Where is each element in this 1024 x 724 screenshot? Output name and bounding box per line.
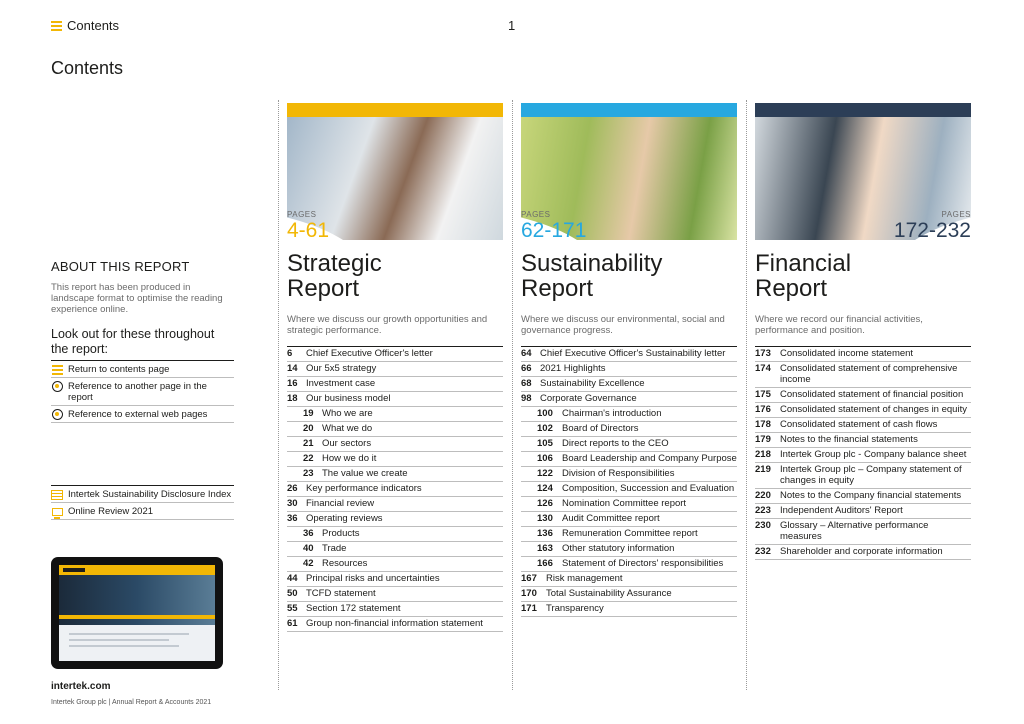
financial-report-column: PAGES 172-232 Financial Report Where we record our financial activities, performance and position. 173 Consolidated income statement 174 Consolidated statement of comprehensive income 175 Consolidated statement of financial position 176 Consolidated statement of changes in equity 178 Consolidated statement of cash flows 179 Notes to the financial statements 218 Intertek Group plc - Company balance sheet 219 Intertek Group plc – Company statement of changes in equity 220 Notes to the Company financial statements 223 Independent Auditors' Report 230 Glossary – Alternative performance measures 232 Shareholder and corporate information: [755, 103, 971, 240]
toc-page-number: 18: [287, 393, 298, 404]
toc-label: Division of Responsibilities: [562, 468, 675, 479]
toc-item[interactable]: [755, 545, 971, 560]
toc-item[interactable]: [287, 422, 503, 437]
toc-item[interactable]: [287, 617, 503, 632]
toc-page-number: 167: [521, 573, 537, 584]
toc-label: Section 172 statement: [306, 603, 401, 614]
toc-label: Direct reports to the CEO: [562, 438, 669, 449]
toc-page-number: 16: [287, 378, 298, 389]
toc-item[interactable]: [521, 452, 737, 467]
toc-label: Notes to the Company financial statements: [780, 490, 962, 501]
section-description: Where we discuss our environmental, social and governance progress.: [521, 314, 725, 336]
toc-page-number: 179: [755, 434, 771, 445]
menu-icon: [51, 21, 62, 31]
toc-item[interactable]: [287, 542, 503, 557]
toc-page-number: 20: [303, 423, 314, 434]
toc-item[interactable]: [521, 377, 737, 392]
toc-item[interactable]: [287, 362, 503, 377]
toc-page-number: 19: [303, 408, 314, 419]
toc-label: Sustainability Excellence: [540, 378, 645, 389]
lookout-heading: Look out for these throughout the report:: [51, 327, 215, 356]
toc-item[interactable]: [521, 572, 737, 587]
toc-label: Chief Executive Officer's Sustainability letter: [540, 348, 726, 359]
toc-label: Notes to the financial statements: [780, 434, 918, 445]
toc-item[interactable]: [521, 542, 737, 557]
toc-item[interactable]: [287, 527, 503, 542]
toc-label: Trade: [322, 543, 347, 554]
online-review-icon: [52, 508, 63, 516]
toc-item[interactable]: [755, 433, 971, 448]
toc-label: Operating reviews: [306, 513, 383, 524]
section-title[interactable]: Sustainability Report: [521, 250, 663, 302]
sustainability-index-link[interactable]: Intertek Sustainability Disclosure Index: [51, 485, 234, 503]
toc-label: Board of Directors: [562, 423, 639, 434]
toc-item[interactable]: [755, 463, 971, 489]
toc-page-number: 30: [287, 498, 298, 509]
page-title: Contents: [51, 58, 124, 78]
page-range[interactable]: 4-61: [287, 219, 330, 242]
toc-label: Our 5x5 strategy: [306, 363, 377, 374]
toc-page-number: 68: [521, 378, 532, 389]
toc-label: Audit Committee report: [562, 513, 660, 524]
toc-page-number: 230: [755, 520, 771, 531]
toc-page-number: 40: [303, 543, 314, 554]
toc-item[interactable]: [755, 489, 971, 504]
legend-item: Reference to another page in the report: [51, 378, 234, 406]
toc-item[interactable]: [755, 362, 971, 388]
toc-page-number: 126: [537, 498, 553, 509]
toc-item[interactable]: [755, 347, 971, 362]
about-panel: [51, 259, 234, 520]
toc-label: Independent Auditors' Report: [780, 505, 903, 516]
toc-item[interactable]: [521, 347, 737, 362]
website-link[interactable]: intertek.com: [51, 681, 111, 692]
toc-item[interactable]: [521, 362, 737, 377]
toc-page-number: 61: [287, 618, 298, 629]
toc-item[interactable]: [521, 392, 737, 407]
toc-item[interactable]: [287, 557, 503, 572]
toc-page-number: 175: [755, 389, 771, 400]
toc-item[interactable]: [521, 437, 737, 452]
toc-item[interactable]: [755, 388, 971, 403]
toc-label: Financial review: [306, 498, 375, 509]
toc-label: Composition, Succession and Evaluation: [562, 483, 735, 494]
toc-label: Principal risks and uncertainties: [306, 573, 440, 584]
toc-item[interactable]: [287, 572, 503, 587]
strategic-report-column: PAGES 4-61 Strategic Report Where we discuss our growth opportunities and strategic performance. 6 Chief Executive Officer's letter 14 Our 5x5 strategy 16 Investment case 18 Our business model 19 Who we are 20 What we do 21 Our sectors 22 How we do it 23 The value we create 26 Key performance indicators 30 Financial review 36 Operating reviews 36 Products 40 Trade 42 Resources 44 Principal risks and uncertainties 50 TCFD statement 55 Section 172 statement 61 Group non-financial information statement: [287, 103, 503, 240]
contents-link-label: Contents: [67, 18, 120, 33]
menu-icon: [52, 365, 63, 375]
toc-page-number: 100: [537, 408, 553, 419]
toc-page-number: 122: [537, 468, 553, 479]
toc-label: Resources: [322, 558, 368, 569]
toc-item[interactable]: [521, 407, 737, 422]
toc-page-number: 64: [521, 348, 532, 359]
about-text: This report has been produced in landscape format to optimise the reading experience online.: [51, 282, 223, 315]
column-divider: [278, 100, 279, 690]
toc-item[interactable]: [287, 587, 503, 602]
toc-item[interactable]: [521, 527, 737, 542]
toc-item[interactable]: [755, 519, 971, 545]
toc-label: Total Sustainability Assurance: [546, 588, 672, 599]
footer-note: Intertek Group plc | Annual Report & Accounts 2021: [51, 699, 212, 706]
toc-label: Our business model: [306, 393, 391, 404]
toc-item[interactable]: [287, 497, 503, 512]
toc-page-number: 219: [755, 464, 771, 475]
toc-page-number: 23: [303, 468, 314, 479]
toc-page-number: 50: [287, 588, 298, 599]
toc-page-number: 36: [287, 513, 298, 524]
toc-page-number: 173: [755, 348, 771, 359]
toc-item[interactable]: [521, 512, 737, 527]
toc-label: Transparency: [546, 603, 604, 614]
toc-page-number: 176: [755, 404, 771, 415]
toc-page-number: 218: [755, 449, 771, 460]
toc-page-number: 232: [755, 546, 771, 557]
toc-page-number: 170: [521, 588, 537, 599]
toc-page-number: 36: [303, 528, 314, 539]
online-review-link[interactable]: Online Review 2021: [51, 503, 234, 520]
page-range[interactable]: 62-171: [521, 219, 587, 242]
toc-page-number: 174: [755, 363, 771, 374]
section-description: Where we discuss our growth opportunities and strategic performance.: [287, 314, 488, 336]
section-title[interactable]: Strategic Report: [287, 250, 382, 302]
toc-item[interactable]: [521, 602, 737, 617]
toc-page-number: 163: [537, 543, 553, 554]
toc-item[interactable]: [287, 452, 503, 467]
toc-page-number: 6: [287, 348, 293, 359]
toc-list: [521, 346, 737, 617]
toc-page-number: 98: [521, 393, 532, 404]
toc-label: Statement of Directors' responsibilities: [562, 558, 724, 569]
toc-item[interactable]: [287, 392, 503, 407]
column-divider: [512, 100, 513, 690]
toc-label: Shareholder and corporate information: [780, 546, 943, 557]
toc-page-number: 22: [303, 453, 314, 464]
page-number: 1: [508, 18, 516, 33]
toc-label: Chairman's introduction: [562, 408, 662, 419]
toc-page-number: 42: [303, 558, 314, 569]
toc-item[interactable]: [755, 403, 971, 418]
toc-item[interactable]: [287, 482, 503, 497]
toc-label: Consolidated statement of changes in equity: [780, 404, 967, 415]
toc-list: [755, 346, 971, 560]
toc-page-number: 220: [755, 490, 771, 501]
toc-label: Consolidated statement of financial position: [780, 389, 964, 400]
legend-item: Reference to external web pages: [51, 406, 234, 423]
toc-page-number: 105: [537, 438, 553, 449]
legend-list: [51, 360, 234, 423]
toc-item[interactable]: [521, 467, 737, 482]
toc-item[interactable]: [287, 437, 503, 452]
toc-item[interactable]: [521, 557, 737, 572]
section-title[interactable]: Financial Report: [755, 250, 852, 302]
toc-item[interactable]: [287, 407, 503, 422]
toc-item[interactable]: [287, 347, 503, 362]
online-review-tablet-image[interactable]: [51, 557, 223, 669]
toc-page-number: 66: [521, 363, 532, 374]
toc-page-number: 178: [755, 419, 771, 430]
extra-links: [51, 485, 234, 520]
toc-item[interactable]: [521, 482, 737, 497]
toc-label: Risk management: [546, 573, 623, 584]
toc-label: Key performance indicators: [306, 483, 422, 494]
toc-label: The value we create: [322, 468, 408, 479]
sustainability-report-column: PAGES 62-171 Sustainability Report Where we discuss our environmental, social and governance progress. 64 Chief Executive Officer's Sustainability letter 66 2021 Highlights 68 Sustainability Excellence 98 Corporate Governance 100 Chairman's introduction 102 Board of Directors 105 Direct reports to the CEO 106 Board Leadership and Company Purpose 122 Division of Responsibilities 124 Composition, Succession and Evaluation 126 Nomination Committee report 130 Audit Committee report 136 Remuneration Committee report 163 Other statutory information 166 Statement of Directors' responsibilities 167 Risk management 170 Total Sustainability Assurance 171 Transparency: [521, 103, 737, 240]
toc-item[interactable]: [521, 497, 737, 512]
toc-list: [287, 346, 503, 632]
toc-page-number: 102: [537, 423, 553, 434]
toc-label: Consolidated statement of comprehensive income: [780, 363, 958, 385]
toc-item[interactable]: [521, 587, 737, 602]
toc-label: Nomination Committee report: [562, 498, 687, 509]
toc-label: TCFD statement: [306, 588, 376, 599]
toc-item[interactable]: [287, 602, 503, 617]
toc-label: Consolidated statement of cash flows: [780, 419, 938, 430]
toc-page-number: 124: [537, 483, 553, 494]
section-description: Where we record our financial activities, performance and position.: [755, 314, 923, 336]
toc-label: Our sectors: [322, 438, 372, 449]
toc-label: Intertek Group plc - Company balance sheet: [780, 449, 967, 460]
toc-label: Board Leadership and Company Purpose: [562, 453, 737, 464]
toc-page-number: 55: [287, 603, 298, 614]
document-index-icon: [51, 490, 63, 500]
toc-label: Who we are: [322, 408, 373, 419]
about-heading: ABOUT THIS REPORT: [51, 259, 190, 274]
toc-label: Intertek Group plc – Company statement of changes in equity: [780, 464, 962, 486]
toc-label: Other statutory information: [562, 543, 675, 554]
toc-page-number: 166: [537, 558, 553, 569]
toc-label: Glossary – Alternative performance measures: [780, 520, 929, 542]
toc-label: Remuneration Committee report: [562, 528, 698, 539]
toc-item[interactable]: [755, 448, 971, 463]
toc-item[interactable]: [755, 504, 971, 519]
toc-label: What we do: [322, 423, 373, 434]
toc-page-number: 130: [537, 513, 553, 524]
toc-item[interactable]: [755, 418, 971, 433]
toc-label: Chief Executive Officer's letter: [306, 348, 433, 359]
toc-item[interactable]: [287, 467, 503, 482]
contents-link[interactable]: [51, 18, 119, 33]
toc-label: Group non-financial information statement: [306, 618, 483, 629]
toc-label: Corporate Governance: [540, 393, 637, 404]
toc-label: Investment case: [306, 378, 376, 389]
toc-page-number: 14: [287, 363, 298, 374]
toc-page-number: 21: [303, 438, 314, 449]
toc-page-number: 223: [755, 505, 771, 516]
legend-item: Return to contents page: [51, 360, 234, 378]
toc-label: Consolidated income statement: [780, 348, 914, 359]
external-link-icon: [52, 409, 63, 420]
toc-item[interactable]: [521, 422, 737, 437]
page-reference-icon: [52, 381, 63, 392]
page-range[interactable]: 172-232: [893, 219, 971, 242]
toc-label: How we do it: [322, 453, 377, 464]
column-divider: [746, 100, 747, 690]
toc-item[interactable]: [287, 377, 503, 392]
toc-label: Products: [322, 528, 360, 539]
toc-item[interactable]: [287, 512, 503, 527]
toc-page-number: 136: [537, 528, 553, 539]
toc-page-number: 26: [287, 483, 298, 494]
toc-page-number: 44: [287, 573, 298, 584]
toc-label: 2021 Highlights: [540, 363, 606, 374]
toc-page-number: 106: [537, 453, 553, 464]
toc-page-number: 171: [521, 603, 537, 614]
